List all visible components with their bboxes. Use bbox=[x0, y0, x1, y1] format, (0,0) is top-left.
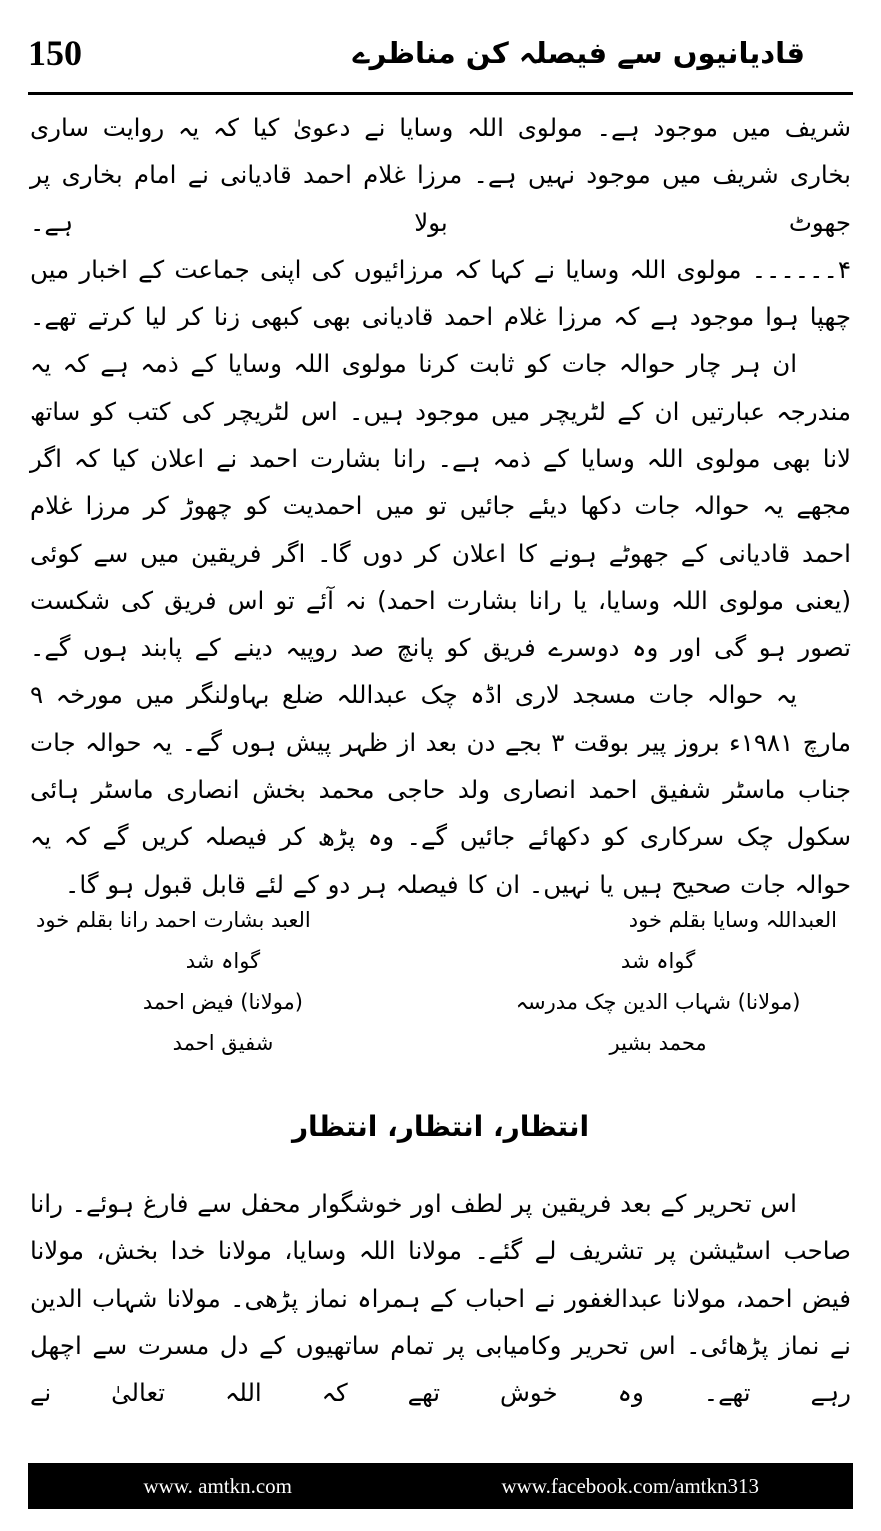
paragraph-4: یہ حوالہ جات مسجد لاری اڈہ چک عبداللہ ضلع بہاولنگر میں مورخہ ۹ مارچ ۱۹۸۱ء بروز پیر بوقت ۳ بجے دن بعد از ظہر پیش ہوں گے۔ یہ حوالہ جات جناب ماسٹر شفیق احمد انصاری ولد حاجی محمد بخش انصاری ماسٹر ہائی سکول چک سرکاری کو دکھائے جائیں گے۔ وہ پڑھ کر فیصلہ کریں گے کہ یہ حوالہ جات صحیح ہیں یا نہیں۔ ان کا فیصلہ ہر دو کے لئے قابل قبول ہو گا۔ bbox=[30, 680, 851, 899]
paragraph-3: ان ہر چار حوالہ جات کو ثابت کرنا مولوی اللہ وسایا کے ذمہ ہے کہ یہ مندرجہ عبارتیں ان کے لٹریچر میں موجود ہیں۔ اس لٹریچر کی کتب کو ساتھ لانا بھی مولوی اللہ وسایا کے ذمہ ہے۔ رانا بشارت احمد نے اعلان کیا کہ اگر مجھے یہ حوالہ جات دکھا دیئے جائیں تو میں احمدیت کو چھوڑ کر مرزا غلام احمد قادیانی کے جھوٹے ہونے کا اعلان کر دوں گا۔ اگر فریقین میں سے کوئی (یعنی مولوی اللہ وسایا، یا رانا بشارت احمد) نہ آئے تو اس فریق کی شکست تصور ہو گی اور وہ دوسرے فریق کو پانچ صد روپیہ دینے کے پابند ہوں گے۔ bbox=[30, 349, 851, 663]
signature-left-2: گواہ شد bbox=[185, 948, 261, 973]
closing-text: اس تحریر کے بعد فریقین پر لطف اور خوشگوار محفل سے فارغ ہوئے۔ رانا صاحب اسٹیشن پر تشریف لے گئے۔ مولانا اللہ وسایا، مولانا خدا بخش، مولانا فیض احمد، مولانا عبدالغفور نے احباب کے ہمراہ نماز پڑھی۔ مولانا شہاب الدین نے نماز پڑھائی۔ اس تحریر وکامیابی پر تمام ساتھیوں کے دل مسرت سے اچھل رہے تھے۔ وہ خوش تھے کہ اللہ تعالیٰ نے bbox=[30, 1189, 851, 1408]
book-title: قادیانیوں سے فیصلہ کن مناظرے bbox=[352, 35, 805, 70]
page-header bbox=[28, 22, 853, 84]
signature-right-3: (مولانا) شہاب الدین چک مدرسہ bbox=[515, 989, 801, 1014]
header-divider bbox=[28, 92, 853, 95]
page-number: 150 bbox=[28, 33, 82, 73]
section-heading: انتظار، انتظار، انتظار bbox=[291, 1110, 590, 1143]
closing-paragraph bbox=[30, 1180, 851, 1416]
footer-facebook[interactable]: www.facebook.com/amtkn313 bbox=[501, 1473, 760, 1498]
signature-block bbox=[30, 900, 851, 1064]
signature-left-4: شفیق احمد bbox=[172, 1030, 274, 1055]
signature-row-4 bbox=[30, 1023, 851, 1064]
signature-row-2 bbox=[30, 941, 851, 982]
page-footer bbox=[28, 1463, 853, 1509]
signature-right-1: العبداللہ وسایا بقلم خود bbox=[628, 908, 837, 932]
footer-website[interactable]: www. amtkn.com bbox=[143, 1473, 293, 1498]
paragraph-1: شریف میں موجود ہے۔ مولوی اللہ وسایا نے دعویٰ کیا کہ یہ روایت ساری بخاری شریف میں موجود نہیں ہے۔ مرزا غلام احمد قادیانی نے امام بخاری پر جھوٹ بولا ہے۔ bbox=[30, 113, 851, 237]
signature-row-1 bbox=[30, 900, 851, 941]
signature-right-4: محمد بشیر bbox=[609, 1030, 707, 1055]
signature-right-2: گواہ شد bbox=[620, 948, 696, 973]
body-text bbox=[30, 104, 851, 908]
signature-left-3: (مولانا) فیض احمد bbox=[142, 989, 303, 1014]
signature-left-1: العبد بشارت احمد رانا بقلم خود bbox=[36, 908, 311, 932]
signature-row-3 bbox=[30, 982, 851, 1023]
paragraph-2: ۴۔۔۔۔۔۔ مولوی اللہ وسایا نے کہا کہ مرزائیوں کی اپنی جماعت کے اخبار میں چھپا ہوا موجود ہے کہ مرزا غلام احمد قادیانی بھی کبھی زنا کر لیا کرتے تھے۔ bbox=[30, 254, 851, 332]
